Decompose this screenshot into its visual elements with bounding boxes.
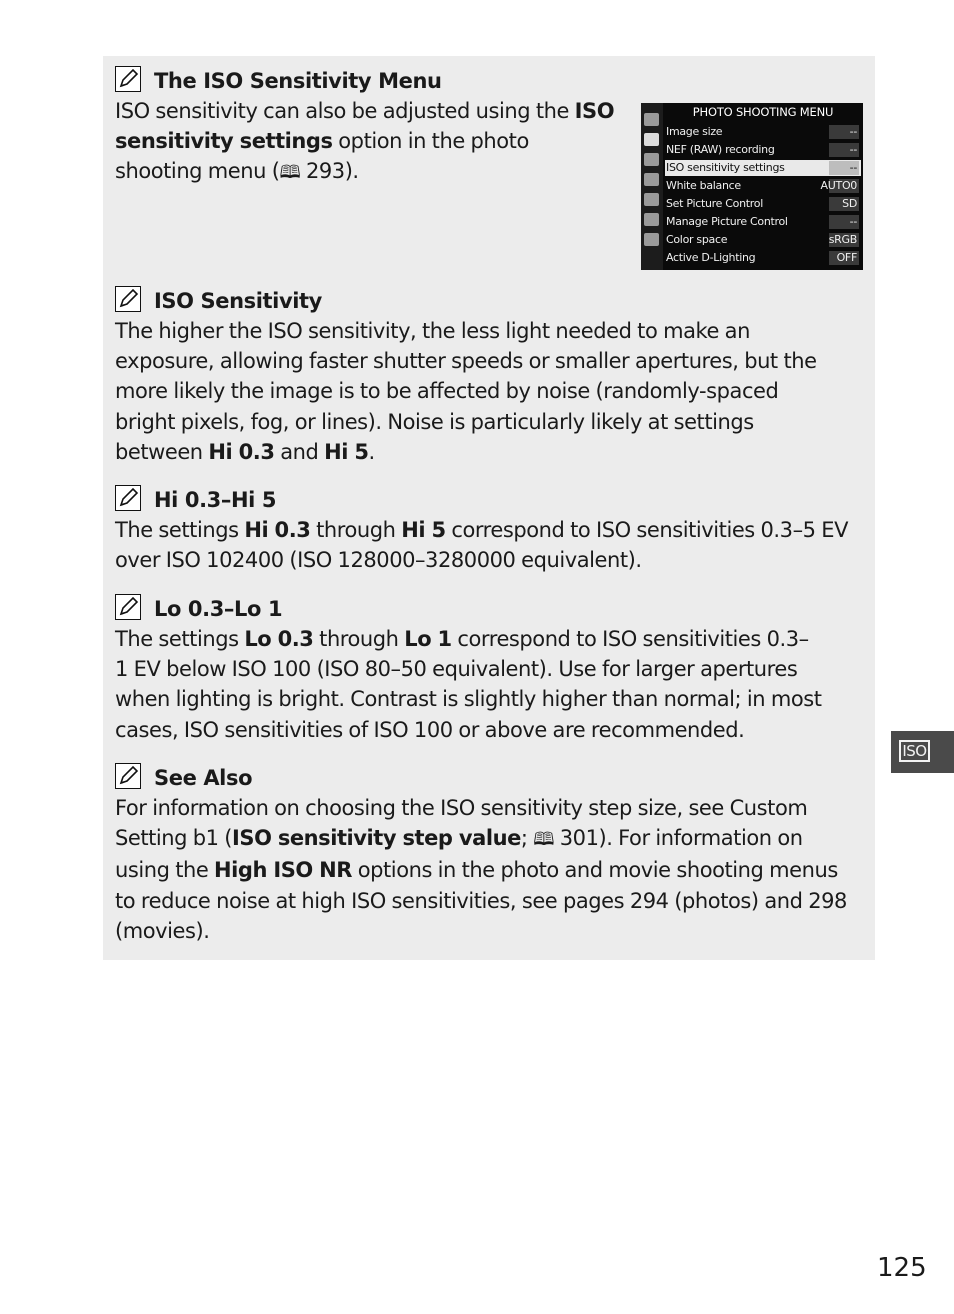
text-line <box>115 684 863 714</box>
playback-icon <box>644 113 659 126</box>
bold-term: Lo 1 <box>404 627 452 651</box>
text-line <box>115 515 863 545</box>
bold-term: Hi 5 <box>324 439 369 464</box>
section-header <box>115 482 863 512</box>
notes-panel <box>103 56 875 960</box>
text-run: between <box>115 439 209 464</box>
bold-term: Lo 0.3 <box>244 627 314 651</box>
text-run: options in the photo and movie shooting menus <box>352 858 838 883</box>
section-iso-sensitivity <box>115 283 863 467</box>
bold-term: ISO sensitivity step value <box>232 826 521 851</box>
wrench-icon <box>644 193 659 206</box>
menu-row: Set Picture Control SD <box>665 196 861 214</box>
section-title: ISO Sensitivity <box>154 289 322 313</box>
pencil-icon <box>115 763 141 789</box>
section-body <box>115 515 863 575</box>
text-line <box>115 437 863 467</box>
section-title: Lo 0.3–Lo 1 <box>154 597 283 621</box>
bold-term: High ISO NR <box>214 858 353 883</box>
text-line <box>115 886 863 916</box>
menu-row: White balance AUTO0 <box>665 178 861 196</box>
text-run: (movies). <box>115 918 210 943</box>
section-see-also <box>115 760 863 946</box>
text-line <box>115 823 863 855</box>
bold-term: Hi 0.3 <box>244 518 311 542</box>
pencil-icon <box>115 286 141 312</box>
text-run: bright pixels, fog, or lines). Noise is particularly likely at settings <box>115 409 754 434</box>
section-body <box>115 316 863 467</box>
section-body <box>115 793 863 946</box>
movie-icon <box>644 153 659 166</box>
bold-term: sensitivity settings <box>115 129 333 154</box>
iso-chapter-tab <box>891 731 954 773</box>
text-run: when lighting is bright. Contrast is slightly higher than normal; in most <box>115 687 822 712</box>
section-hi-range <box>115 482 863 575</box>
iso-tab-label: ISO <box>899 740 930 762</box>
text-run: Setting b1 ( <box>115 826 233 851</box>
pencil-icon <box>115 594 141 620</box>
text-run: ISO sensitivity can also be adjusted using the <box>115 99 575 123</box>
text-line <box>115 715 863 745</box>
text-run: The higher the ISO sensitivity, the less light needed to make an <box>115 319 750 343</box>
text-run: option in the photo <box>332 129 529 154</box>
text-line <box>115 654 863 684</box>
menu-row: Manage Picture Control -- <box>665 214 861 232</box>
text-run: correspond to ISO sensitivities 0.3–5 EV <box>445 518 848 542</box>
text-run: The settings <box>115 518 245 542</box>
text-run: to reduce noise at high ISO sensitivities, see pages 294 (photos) and 298 <box>115 888 847 913</box>
menu-row: Color space sRGB <box>665 232 861 250</box>
text-run: using the <box>115 858 215 883</box>
section-body <box>115 624 863 745</box>
book-icon: 🕮 <box>279 162 301 184</box>
menu-row: Active D-Lighting OFF <box>665 250 861 268</box>
text-line <box>115 793 863 823</box>
menu-row: Image size -- <box>665 124 861 142</box>
text-run: more likely the image is to be affected by noise (randomly-spaced <box>115 379 779 404</box>
text-line <box>115 316 863 346</box>
text-run: over ISO 102400 (ISO 128000–3280000 equivalent). <box>115 548 642 573</box>
text-run: 301). For information on <box>554 826 803 851</box>
text-line <box>115 376 863 406</box>
text-line <box>115 624 863 654</box>
text-line <box>115 855 863 885</box>
text-run: exposure, allowing faster shutter speeds or smaller apertures, but the <box>115 349 817 374</box>
retouch-icon <box>644 213 659 226</box>
text-run: cases, ISO sensitivities of ISO 100 or above are recommended. <box>115 717 745 742</box>
text-line <box>115 407 863 437</box>
pencil-icon <box>115 66 141 92</box>
text-run: For information on choosing the ISO sensitivity step size, see Custom <box>115 796 808 820</box>
section-title: The ISO Sensitivity Menu <box>154 69 442 93</box>
text-run: correspond to ISO sensitivities 0.3– <box>451 627 809 651</box>
text-line <box>115 346 863 376</box>
text-run: through <box>313 627 405 651</box>
section-header <box>115 63 863 93</box>
text-run: 293). <box>300 159 359 184</box>
text-run: 1 EV below ISO 100 (ISO 80–50 equivalent). Use for larger apertures <box>115 657 798 682</box>
menu-row-selected: ISO sensitivity settings -- <box>665 160 861 178</box>
page-number: 125 <box>877 1253 927 1283</box>
text-run: ; <box>520 826 534 851</box>
text-run: shooting menu ( <box>115 159 280 184</box>
my-menu-icon <box>644 233 659 246</box>
section-header <box>115 591 863 621</box>
section-lo-range <box>115 591 863 745</box>
text-run: . <box>368 439 375 464</box>
text-line <box>115 916 863 946</box>
book-icon: 🕮 <box>533 829 555 851</box>
text-run: and <box>274 439 325 464</box>
bold-term: Hi 0.3 <box>208 439 275 464</box>
text-run: through <box>310 518 402 542</box>
text-line <box>115 545 863 575</box>
menu-title: PHOTO SHOOTING MENU <box>692 105 834 119</box>
pencil-icon <box>115 485 141 511</box>
bold-term: Hi 5 <box>401 518 446 542</box>
bold-term: ISO <box>574 99 615 123</box>
camera-menu-screenshot <box>641 103 863 270</box>
menu-tab-icons <box>641 103 663 270</box>
section-header <box>115 760 863 790</box>
section-title: See Also <box>154 766 253 790</box>
pencil-menu-icon <box>644 173 659 186</box>
camera-icon <box>644 133 659 146</box>
text-run: The settings <box>115 627 245 651</box>
section-header <box>115 283 863 313</box>
section-title: Hi 0.3–Hi 5 <box>154 488 277 512</box>
menu-row: NEF (RAW) recording -- <box>665 142 861 160</box>
